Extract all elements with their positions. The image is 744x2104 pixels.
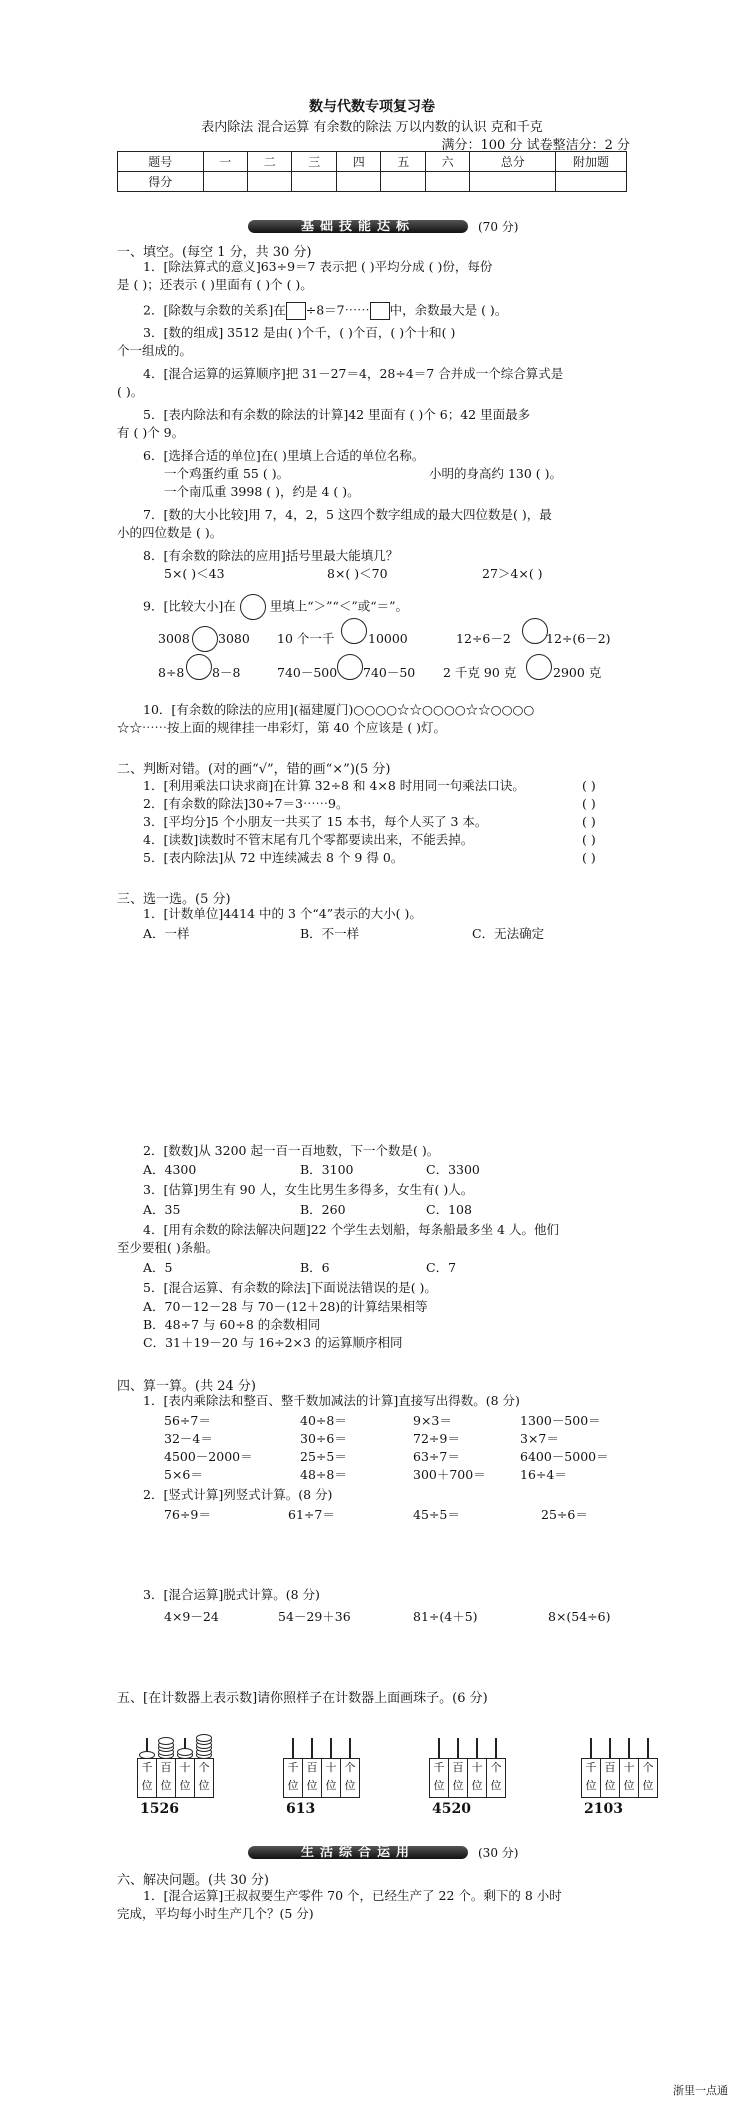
score-input-cell[interactable] bbox=[470, 172, 556, 192]
question-text: 1．[表内乘除法和整百、整千数加减法的计算]直接写出得数。(8 分) bbox=[143, 1393, 520, 1408]
banner-points: (30 分) bbox=[478, 1846, 519, 1860]
question-text: 5×( )＜43 bbox=[164, 566, 225, 581]
abacus-place-label: 千 位 bbox=[137, 1758, 157, 1798]
option-a[interactable]: A．70－12－28 与 70－(12＋28)的计算结果相等 bbox=[143, 1299, 428, 1314]
score-input-cell[interactable] bbox=[381, 172, 425, 192]
abacus[interactable] bbox=[137, 1738, 217, 1798]
score-input-cell[interactable] bbox=[336, 172, 380, 192]
judge-item: 4．[读数]读数时不管末尾有几个零都要读出来，不能丢掉。 bbox=[143, 832, 474, 847]
calc-item: 48÷8＝ bbox=[300, 1467, 347, 1482]
score-input-cell[interactable] bbox=[292, 172, 336, 192]
calc-item: 1300－500＝ bbox=[520, 1413, 601, 1428]
score-input-cell[interactable] bbox=[425, 172, 469, 192]
compare-circle[interactable] bbox=[240, 594, 266, 620]
compare-circle[interactable] bbox=[337, 654, 363, 680]
option-c[interactable]: C．无法确定 bbox=[472, 926, 545, 941]
option-a[interactable]: A．一样 bbox=[143, 926, 190, 941]
section-heading: 一、填空。(每空 1 分，共 30 分) bbox=[117, 245, 312, 260]
option-c[interactable]: C．3300 bbox=[426, 1162, 480, 1177]
compare-left: 10 个一千 bbox=[277, 631, 335, 646]
abacus-place-label: 个 位 bbox=[194, 1758, 214, 1798]
judge-item: 3．[平均分]5 个小朋友一共买了 15 本书，每个人买了 3 本。 bbox=[143, 814, 488, 829]
abacus[interactable] bbox=[283, 1738, 363, 1798]
page-subtitle: 表内除法 混合运算 有余数的除法 万以内数的认识 克和千克 bbox=[201, 120, 543, 135]
compare-circle[interactable] bbox=[192, 626, 218, 652]
calc-item: 56÷7＝ bbox=[164, 1413, 211, 1428]
abacus-place-label: 个 位 bbox=[340, 1758, 360, 1798]
compare-left: 12÷6－2 bbox=[456, 631, 511, 646]
judge-answer[interactable]: ( ) bbox=[582, 850, 596, 865]
banner-points: (70 分) bbox=[478, 220, 519, 234]
question-text: 8×( )＜70 bbox=[327, 566, 388, 581]
abacus-number: 2103 bbox=[584, 1801, 623, 1817]
section-heading: 三、选一选。(5 分) bbox=[117, 892, 231, 907]
compare-circle[interactable] bbox=[186, 654, 212, 680]
abacus-rod[interactable] bbox=[330, 1738, 332, 1758]
calc-item: 25÷5＝ bbox=[300, 1449, 347, 1464]
calc-item: 4×9－24 bbox=[164, 1609, 219, 1624]
judge-item: 2．[有余数的除法]30÷7＝3⋯⋯9。 bbox=[143, 796, 349, 811]
question-text: 一个鸡蛋约重 55 ( )。 bbox=[164, 466, 290, 481]
abacus-rod[interactable] bbox=[438, 1738, 440, 1758]
score-cell: 附加题 bbox=[556, 152, 627, 172]
score-cell: 题号 bbox=[118, 152, 204, 172]
question-text: 至少要租( )条船。 bbox=[117, 1240, 219, 1255]
score-cell: 二 bbox=[248, 152, 292, 172]
banner-label: 生活综合运用 bbox=[248, 1846, 468, 1859]
calc-item: 54－29＋36 bbox=[278, 1609, 351, 1624]
judge-answer[interactable]: ( ) bbox=[582, 778, 596, 793]
abacus-rod[interactable] bbox=[628, 1738, 630, 1758]
footer-brand: 浙里一点通 bbox=[673, 2084, 728, 2097]
compare-right: 12÷(6－2) bbox=[546, 631, 611, 646]
option-c[interactable]: C．108 bbox=[426, 1202, 472, 1217]
calc-item: 72÷9＝ bbox=[413, 1431, 460, 1446]
abacus-rod[interactable] bbox=[647, 1738, 649, 1758]
judge-answer[interactable]: ( ) bbox=[582, 796, 596, 811]
question-text: 3．[数的组成] 3512 是由( )个千，( )个百，( )个十和( ) bbox=[143, 325, 456, 340]
compare-left: 740－500 bbox=[277, 665, 338, 680]
option-a[interactable]: A．4300 bbox=[143, 1162, 197, 1177]
option-b[interactable]: B．不一样 bbox=[300, 926, 360, 941]
question-text: 2．[数数]从 3200 起一百一百地数，下一个数是( )。 bbox=[143, 1143, 440, 1158]
question-text: 1．[计数单位]4414 中的 3 个“4”表示的大小( )。 bbox=[143, 906, 422, 921]
compare-right: 2900 克 bbox=[553, 665, 602, 680]
calc-item: 5×6＝ bbox=[164, 1467, 203, 1482]
banner-label: 基础技能达标 bbox=[248, 220, 468, 233]
calc-item: 300＋700＝ bbox=[413, 1467, 486, 1482]
judge-item: 5．[表内除法]从 72 中连续减去 8 个 9 得 0。 bbox=[143, 850, 404, 865]
section-heading: 五、[在计数器上表示数]请你照样子在计数器上面画珠子。(6 分) bbox=[117, 1691, 488, 1706]
section-heading: 四、算一算。(共 24 分) bbox=[117, 1379, 256, 1394]
abacus[interactable] bbox=[429, 1738, 509, 1798]
question-text: 个一组成的。 bbox=[117, 343, 193, 358]
compare-right: 740－50 bbox=[363, 665, 416, 680]
calc-item: 6400－5000＝ bbox=[520, 1449, 609, 1464]
question-text: 完成，平均每小时生产几个？(5 分) bbox=[117, 1906, 314, 1921]
abacus-place-label: 百 位 bbox=[448, 1758, 468, 1798]
option-a[interactable]: A．5 bbox=[143, 1260, 173, 1275]
section-heading: 二、判断对错。(对的画“√”，错的画“×”)(5 分) bbox=[117, 762, 391, 777]
abacus-number: 1526 bbox=[140, 1801, 179, 1817]
compare-circle[interactable] bbox=[522, 618, 548, 644]
compare-right: 3080 bbox=[218, 631, 250, 646]
option-b[interactable]: B．6 bbox=[300, 1260, 330, 1275]
calc-item: 45÷5＝ bbox=[413, 1507, 460, 1522]
abacus-place-label: 百 位 bbox=[600, 1758, 620, 1798]
compare-right: 10000 bbox=[368, 631, 408, 646]
judge-answer[interactable]: ( ) bbox=[582, 814, 596, 829]
calc-item: 30÷6＝ bbox=[300, 1431, 347, 1446]
question-part: 中，余数最大是 ( )。 bbox=[389, 302, 508, 318]
section-banner-application bbox=[248, 1842, 519, 1864]
question-text: 5．[表内除法和有余数的除法的计算]42 里面有 ( )个 6；42 里面最多 bbox=[143, 407, 531, 422]
abacus-place-label: 十 位 bbox=[175, 1758, 195, 1798]
abacus-bead bbox=[196, 1734, 212, 1742]
compare-right: 8－8 bbox=[212, 665, 241, 680]
abacus-place-label: 十 位 bbox=[321, 1758, 341, 1798]
calc-item: 9×3＝ bbox=[413, 1413, 452, 1428]
judge-answer[interactable]: ( ) bbox=[582, 832, 596, 847]
question-part: 9．[比较大小]在 bbox=[143, 598, 236, 614]
question-text: 1．[除法算式的意义]63÷9＝7 表示把 ( )平均分成 ( )份，每份 bbox=[143, 259, 493, 274]
abacus-place-label: 千 位 bbox=[581, 1758, 601, 1798]
option-c[interactable]: C．7 bbox=[426, 1260, 457, 1275]
question-text: 是 ( )；还表示 ( )里面有 ( )个 ( )。 bbox=[117, 277, 313, 292]
abacus-place-label: 十 位 bbox=[467, 1758, 487, 1798]
question-text: 4．[混合运算的运算顺序]把 31－27＝4，28÷4＝7 合并成一个综合算式是 bbox=[143, 366, 564, 381]
question-text: 2．[竖式计算]列竖式计算。(8 分) bbox=[143, 1487, 333, 1502]
abacus-bead bbox=[139, 1751, 155, 1759]
question-text: 小明的身高约 130 ( )。 bbox=[429, 466, 563, 481]
option-b[interactable]: B．260 bbox=[300, 1202, 346, 1217]
question-text: ( )。 bbox=[117, 384, 144, 399]
abacus-rod[interactable] bbox=[590, 1738, 592, 1758]
calc-item: 32－4＝ bbox=[164, 1431, 213, 1446]
compare-left: 8÷8 bbox=[158, 665, 185, 680]
score-input-cell[interactable] bbox=[248, 172, 292, 192]
blank-box[interactable] bbox=[370, 302, 390, 320]
question-text: 10．[有余数的除法的应用](福建厦门)○○○○☆☆○○○○☆☆○○○○ bbox=[143, 702, 535, 717]
score-table bbox=[117, 151, 627, 192]
page-title: 数与代数专项复习卷 bbox=[309, 99, 435, 115]
abacus-place-label: 个 位 bbox=[486, 1758, 506, 1798]
question-text: 6．[选择合适的单位]在( )里填上合适的单位名称。 bbox=[143, 448, 425, 463]
score-input-cell[interactable] bbox=[556, 172, 627, 192]
question-text: ☆☆⋯⋯按上面的规律挂一串彩灯，第 40 个应该是 ( )灯。 bbox=[117, 720, 447, 735]
calc-item: 61÷7＝ bbox=[288, 1507, 335, 1522]
section-banner-basic bbox=[248, 216, 519, 238]
score-row-label: 得分 bbox=[118, 172, 204, 192]
question-text bbox=[143, 302, 507, 320]
compare-circle[interactable] bbox=[341, 618, 367, 644]
score-table-header-row bbox=[118, 152, 627, 172]
question-text: 3．[估算]男生有 90 人，女生比男生多得多，女生有( )人。 bbox=[143, 1182, 474, 1197]
abacus-rod[interactable] bbox=[349, 1738, 351, 1758]
question-text: 一个南瓜重 3998 ( )，约是 4 ( )。 bbox=[164, 484, 360, 499]
question-part: ÷8＝7⋯⋯ bbox=[305, 302, 370, 318]
question-text: 8．[有余数的除法的应用]括号里最大能填几？ bbox=[143, 548, 399, 563]
score-cell: 四 bbox=[336, 152, 380, 172]
question-text: 3．[混合运算]脱式计算。(8 分) bbox=[143, 1587, 320, 1602]
question-part: 里填上“＞”“＜”或“＝”。 bbox=[269, 598, 409, 614]
abacus[interactable] bbox=[581, 1738, 661, 1798]
score-cell: 一 bbox=[203, 152, 247, 172]
calc-item: 76÷9＝ bbox=[164, 1507, 211, 1522]
abacus-place-label: 千 位 bbox=[429, 1758, 449, 1798]
option-b[interactable]: B．48÷7 与 60÷8 的余数相同 bbox=[143, 1317, 321, 1332]
abacus-rod[interactable] bbox=[311, 1738, 313, 1758]
compare-left: 2 千克 90 克 bbox=[443, 665, 517, 680]
calc-item: 81÷(4＋5) bbox=[413, 1609, 478, 1624]
abacus-rod[interactable] bbox=[476, 1738, 478, 1758]
question-part: 2．[除数与余数的关系]在 bbox=[143, 302, 286, 318]
abacus-place-label: 千 位 bbox=[283, 1758, 303, 1798]
question-text: 小的四位数是 ( )。 bbox=[117, 525, 223, 540]
abacus-bead bbox=[177, 1748, 193, 1756]
option-a[interactable]: A．35 bbox=[143, 1202, 181, 1217]
score-input-cell[interactable] bbox=[203, 172, 247, 192]
question-text: 7．[数的大小比较]用 7，4，2，5 这四个数字组成的最大四位数是( )，最 bbox=[143, 507, 552, 522]
score-cell: 三 bbox=[292, 152, 336, 172]
judge-item: 1．[利用乘法口诀求商]在计算 32÷8 和 4×8 时用同一句乘法口诀。 bbox=[143, 778, 525, 793]
abacus-rod[interactable] bbox=[609, 1738, 611, 1758]
abacus-rod[interactable] bbox=[457, 1738, 459, 1758]
option-b[interactable]: B．3100 bbox=[300, 1162, 354, 1177]
section-heading: 六、解决问题。(共 30 分) bbox=[117, 1873, 269, 1888]
question-text: 5．[混合运算、有余数的除法]下面说法错误的是( )。 bbox=[143, 1280, 437, 1295]
abacus-place-label: 百 位 bbox=[156, 1758, 176, 1798]
calc-item: 25÷6＝ bbox=[541, 1507, 588, 1522]
question-text: 4．[用有余数的除法解决问题]22 个学生去划船，每条船最多坐 4 人。他们 bbox=[143, 1222, 559, 1237]
abacus-place-label: 十 位 bbox=[619, 1758, 639, 1798]
question-text: 有 ( )个 9。 bbox=[117, 425, 185, 440]
calc-item: 63÷7＝ bbox=[413, 1449, 460, 1464]
abacus-rod[interactable] bbox=[495, 1738, 497, 1758]
calc-item: 16÷4＝ bbox=[520, 1467, 567, 1482]
calc-item: 8×(54÷6) bbox=[548, 1609, 611, 1624]
score-cell: 总分 bbox=[470, 152, 556, 172]
compare-circle[interactable] bbox=[526, 654, 552, 680]
question-text bbox=[143, 594, 408, 620]
calc-item: 40÷8＝ bbox=[300, 1413, 347, 1428]
abacus-number: 4520 bbox=[432, 1801, 471, 1817]
score-table-score-row bbox=[118, 172, 627, 192]
calc-item: 4500－2000＝ bbox=[164, 1449, 253, 1464]
calc-item: 3×7＝ bbox=[520, 1431, 559, 1446]
option-c[interactable]: C．31＋19－20 与 16÷2×3 的运算顺序相同 bbox=[143, 1335, 403, 1350]
abacus-number: 613 bbox=[286, 1801, 316, 1817]
compare-left: 3008 bbox=[158, 631, 190, 646]
score-cell: 六 bbox=[425, 152, 469, 172]
abacus-place-label: 个 位 bbox=[638, 1758, 658, 1798]
abacus-place-label: 百 位 bbox=[302, 1758, 322, 1798]
question-text: 1．[混合运算]王叔叔要生产零件 70 个，已经生产了 22 个。剩下的 8 小时 bbox=[143, 1888, 562, 1903]
question-text: 27＞4×( ) bbox=[482, 566, 543, 581]
abacus-rod[interactable] bbox=[292, 1738, 294, 1758]
score-cell: 五 bbox=[381, 152, 425, 172]
blank-box[interactable] bbox=[286, 302, 306, 320]
score-info: 满分：100 分 试卷整洁分：2 分 bbox=[441, 138, 630, 153]
